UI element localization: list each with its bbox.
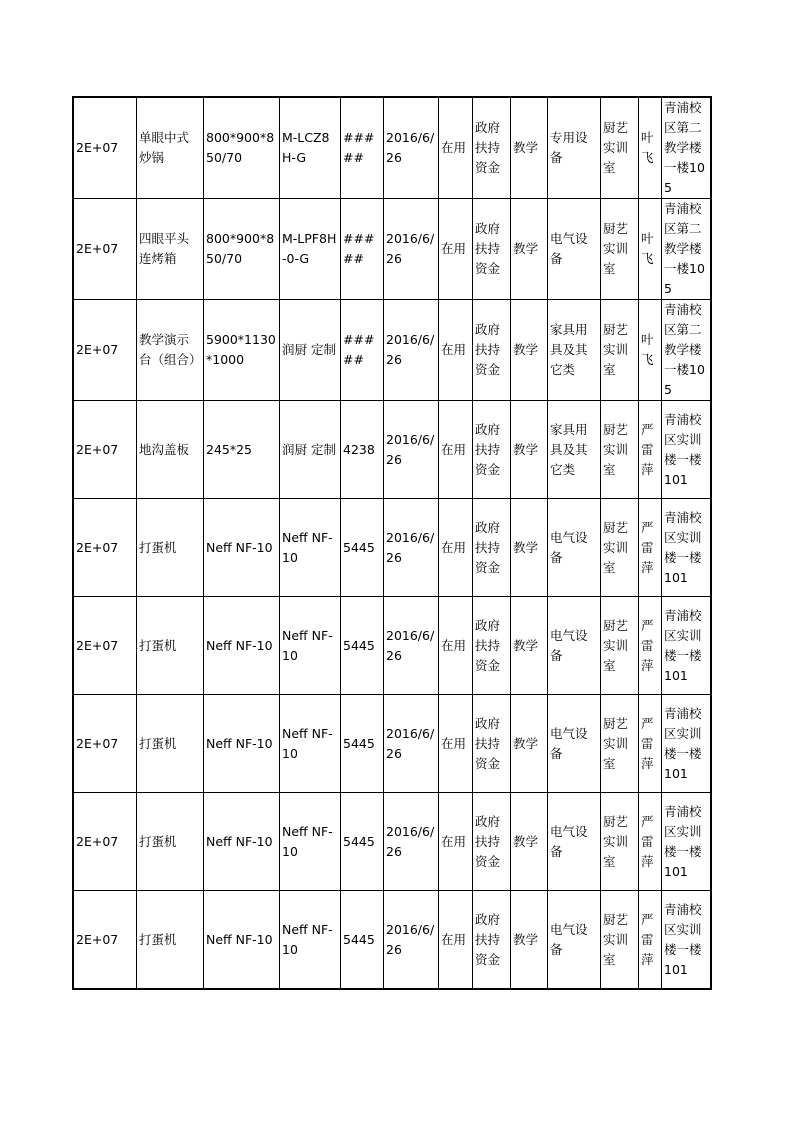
asset-date-cell: 2016/6/26 (384, 597, 439, 695)
asset-date-cell: 2016/6/26 (384, 199, 439, 300)
table-row (73, 597, 711, 695)
asset-date-cell: 2016/6/26 (384, 499, 439, 597)
asset-price-cell: 4238 (341, 401, 384, 499)
asset-use-cell: 教学 (511, 891, 548, 990)
asset-date-cell: 2016/6/26 (384, 793, 439, 891)
asset-spec-cell: 800*900*850/70 (204, 199, 280, 300)
asset-category-cell: 电气设备 (548, 597, 601, 695)
asset-use-cell: 教学 (511, 300, 548, 401)
asset-price-cell: 5445 (341, 695, 384, 793)
asset-model-cell: Neff NF-10 (280, 695, 341, 793)
asset-status-cell: 在用 (439, 499, 473, 597)
asset-table-body (73, 97, 711, 989)
table-row (73, 499, 711, 597)
asset-location-cell: 青浦校区实训楼一楼101 (662, 499, 712, 597)
asset-dept-cell: 厨艺实训室 (601, 97, 639, 199)
asset-model-cell: Neff NF-10 (280, 793, 341, 891)
asset-location-cell: 青浦校区实训楼一楼101 (662, 891, 712, 990)
asset-person-cell: 严雷萍 (639, 793, 662, 891)
asset-price-cell: ##### (341, 300, 384, 401)
asset-id-cell: 2E+07 (73, 499, 137, 597)
asset-name-cell: 地沟盖板 (137, 401, 204, 499)
asset-price-cell: ##### (341, 199, 384, 300)
asset-person-cell: 叶飞 (639, 97, 662, 199)
asset-id-cell: 2E+07 (73, 793, 137, 891)
asset-dept-cell: 厨艺实训室 (601, 499, 639, 597)
asset-person-cell: 严雷萍 (639, 499, 662, 597)
asset-dept-cell: 厨艺实训室 (601, 199, 639, 300)
asset-name-cell: 打蛋机 (137, 499, 204, 597)
asset-spec-cell: 245*25 (204, 401, 280, 499)
asset-id-cell: 2E+07 (73, 401, 137, 499)
asset-location-cell: 青浦校区第二教学楼一楼105 (662, 300, 712, 401)
asset-price-cell: ##### (341, 97, 384, 199)
asset-use-cell: 教学 (511, 793, 548, 891)
asset-id-cell: 2E+07 (73, 199, 137, 300)
asset-fund-cell: 政府扶持资金 (473, 401, 511, 499)
asset-id-cell: 2E+07 (73, 597, 137, 695)
asset-fund-cell: 政府扶持资金 (473, 597, 511, 695)
asset-price-cell: 5445 (341, 891, 384, 990)
asset-fund-cell: 政府扶持资金 (473, 300, 511, 401)
asset-dept-cell: 厨艺实训室 (601, 401, 639, 499)
asset-name-cell: 打蛋机 (137, 695, 204, 793)
asset-status-cell: 在用 (439, 891, 473, 990)
asset-category-cell: 电气设备 (548, 793, 601, 891)
asset-use-cell: 教学 (511, 401, 548, 499)
asset-category-cell: 电气设备 (548, 891, 601, 990)
asset-status-cell: 在用 (439, 300, 473, 401)
asset-name-cell: 教学演示台（组合） (137, 300, 204, 401)
asset-category-cell: 电气设备 (548, 695, 601, 793)
asset-status-cell: 在用 (439, 597, 473, 695)
asset-date-cell: 2016/6/26 (384, 97, 439, 199)
asset-name-cell: 打蛋机 (137, 891, 204, 990)
asset-status-cell: 在用 (439, 199, 473, 300)
asset-price-cell: 5445 (341, 499, 384, 597)
asset-date-cell: 2016/6/26 (384, 695, 439, 793)
table-row (73, 695, 711, 793)
asset-fund-cell: 政府扶持资金 (473, 499, 511, 597)
asset-fund-cell: 政府扶持资金 (473, 695, 511, 793)
asset-location-cell: 青浦校区第二教学楼一楼105 (662, 199, 712, 300)
asset-person-cell: 叶飞 (639, 300, 662, 401)
asset-id-cell: 2E+07 (73, 891, 137, 990)
asset-category-cell: 电气设备 (548, 499, 601, 597)
asset-dept-cell: 厨艺实训室 (601, 891, 639, 990)
asset-model-cell: 润厨 定制 (280, 300, 341, 401)
asset-date-cell: 2016/6/26 (384, 401, 439, 499)
asset-date-cell: 2016/6/26 (384, 300, 439, 401)
asset-person-cell: 严雷萍 (639, 695, 662, 793)
asset-status-cell: 在用 (439, 97, 473, 199)
asset-spec-cell: Neff NF-10 (204, 597, 280, 695)
table-row (73, 97, 711, 199)
asset-fund-cell: 政府扶持资金 (473, 891, 511, 990)
asset-dept-cell: 厨艺实训室 (601, 695, 639, 793)
asset-name-cell: 四眼平头连烤箱 (137, 199, 204, 300)
asset-dept-cell: 厨艺实训室 (601, 300, 639, 401)
asset-model-cell: 润厨 定制 (280, 401, 341, 499)
asset-model-cell: Neff NF-10 (280, 597, 341, 695)
asset-category-cell: 专用设备 (548, 97, 601, 199)
asset-status-cell: 在用 (439, 695, 473, 793)
asset-use-cell: 教学 (511, 97, 548, 199)
asset-price-cell: 5445 (341, 793, 384, 891)
asset-location-cell: 青浦校区实训楼一楼101 (662, 401, 712, 499)
asset-status-cell: 在用 (439, 793, 473, 891)
asset-person-cell: 严雷萍 (639, 401, 662, 499)
asset-dept-cell: 厨艺实训室 (601, 597, 639, 695)
asset-id-cell: 2E+07 (73, 300, 137, 401)
asset-use-cell: 教学 (511, 499, 548, 597)
asset-category-cell: 电气设备 (548, 199, 601, 300)
asset-location-cell: 青浦校区第二教学楼一楼105 (662, 97, 712, 199)
asset-model-cell: Neff NF-10 (280, 891, 341, 990)
asset-spec-cell: Neff NF-10 (204, 695, 280, 793)
asset-date-cell: 2016/6/26 (384, 891, 439, 990)
table-row (73, 199, 711, 300)
asset-location-cell: 青浦校区实训楼一楼101 (662, 597, 712, 695)
asset-table (72, 96, 712, 990)
asset-person-cell: 叶飞 (639, 199, 662, 300)
asset-name-cell: 打蛋机 (137, 793, 204, 891)
asset-price-cell: 5445 (341, 597, 384, 695)
asset-dept-cell: 厨艺实训室 (601, 793, 639, 891)
asset-model-cell: Neff NF-10 (280, 499, 341, 597)
table-row (73, 300, 711, 401)
asset-fund-cell: 政府扶持资金 (473, 199, 511, 300)
asset-use-cell: 教学 (511, 597, 548, 695)
asset-model-cell: M-LPF8H-0-G (280, 199, 341, 300)
table-row (73, 793, 711, 891)
asset-use-cell: 教学 (511, 199, 548, 300)
asset-name-cell: 单眼中式炒锅 (137, 97, 204, 199)
asset-fund-cell: 政府扶持资金 (473, 793, 511, 891)
asset-category-cell: 家具用具及其它类 (548, 300, 601, 401)
asset-person-cell: 严雷萍 (639, 597, 662, 695)
asset-use-cell: 教学 (511, 695, 548, 793)
asset-spec-cell: 800*900*850/70 (204, 97, 280, 199)
asset-location-cell: 青浦校区实训楼一楼101 (662, 793, 712, 891)
asset-model-cell: M-LCZ8H-G (280, 97, 341, 199)
asset-name-cell: 打蛋机 (137, 597, 204, 695)
asset-person-cell: 严雷萍 (639, 891, 662, 990)
asset-location-cell: 青浦校区实训楼一楼101 (662, 695, 712, 793)
asset-category-cell: 家具用具及其它类 (548, 401, 601, 499)
asset-spec-cell: Neff NF-10 (204, 499, 280, 597)
asset-status-cell: 在用 (439, 401, 473, 499)
asset-id-cell: 2E+07 (73, 97, 137, 199)
asset-spec-cell: 5900*1130*1000 (204, 300, 280, 401)
table-row (73, 401, 711, 499)
asset-id-cell: 2E+07 (73, 695, 137, 793)
asset-fund-cell: 政府扶持资金 (473, 97, 511, 199)
asset-spec-cell: Neff NF-10 (204, 793, 280, 891)
asset-spec-cell: Neff NF-10 (204, 891, 280, 990)
table-row (73, 891, 711, 990)
